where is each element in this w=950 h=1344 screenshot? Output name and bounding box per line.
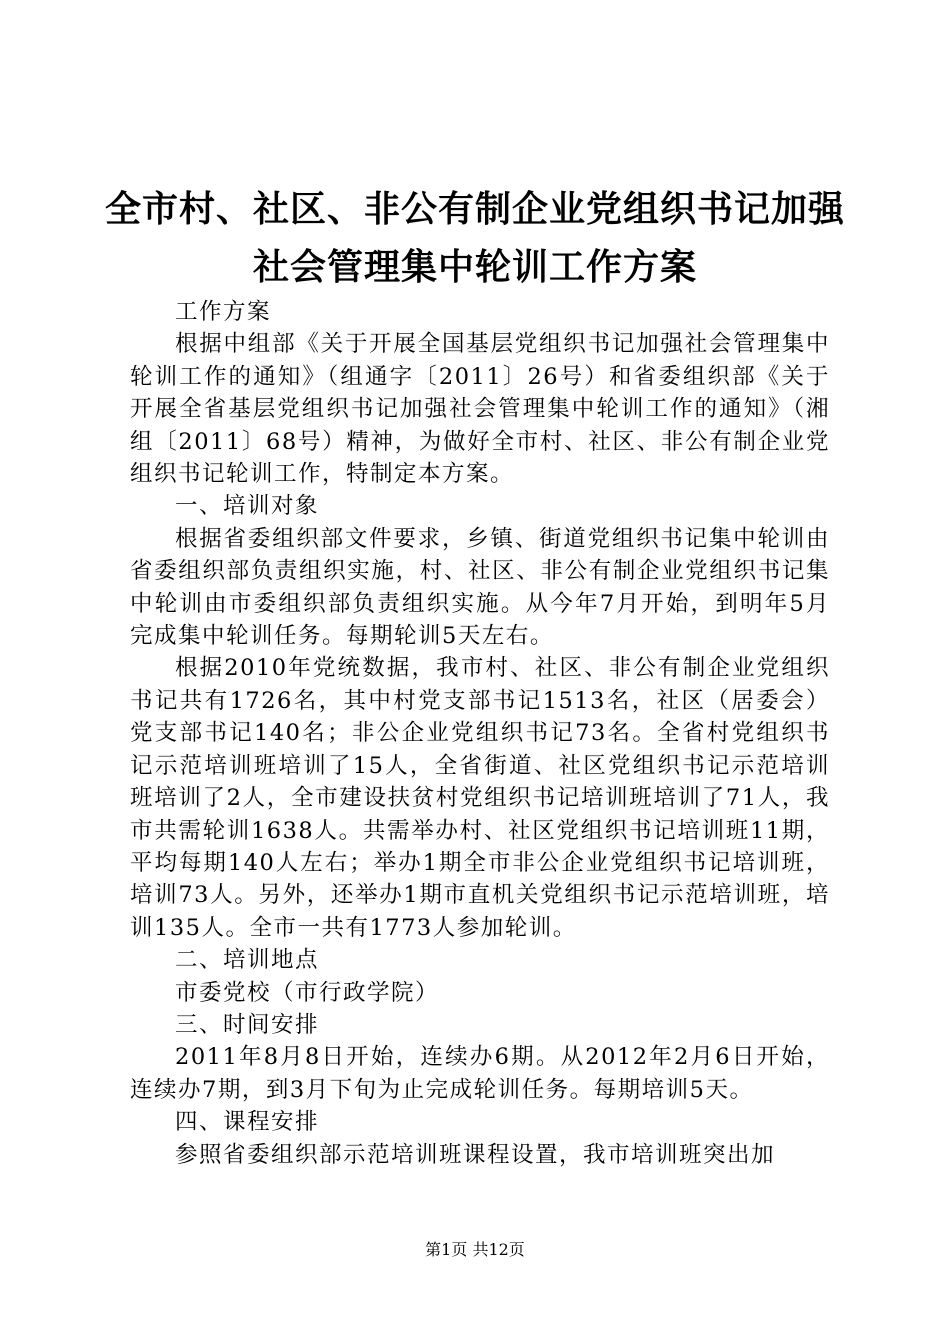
document-body bbox=[130, 296, 830, 1171]
section-heading: 四、课程安排 bbox=[175, 1109, 320, 1136]
paragraph: 市委党校（市行政学院） bbox=[175, 979, 440, 1006]
paragraph: 参照省委组织部示范培训班课程设置，我市培训班突出加 bbox=[175, 1141, 776, 1168]
paragraph: 2011年8月8日开始，连续办6期。从2012年2月6日开始，连续办7期，到3月下旬为止完成轮训任务。每期培训5天。 bbox=[130, 1044, 830, 1103]
page-number-footer: 第1页 共12页 bbox=[425, 1240, 525, 1259]
paragraph: 工作方案 bbox=[175, 299, 272, 325]
document-title-line-2: 社会管理集中轮训工作方案 bbox=[252, 247, 697, 288]
paragraph: 根据2010年党统数据，我市村、社区、非公有制企业党组织书记共有1726名，其中村党支部书记1513名，社区（居委会）党支部书记140名；非公企业党组织书记73名。全省村党组织书记示范培训班培训了15人，全省街道、社区党组织书记示范培训班培训了2人，全市建设扶贫村党组织书记培训班培训了71人，我市共需轮训1638人。共需举办村、社区党组织书记培训班11期，平均每期140人左右；举办1期全市非公企业党组织书记培训班，培训73人。另外，还举办1期市直机关党组织书记示范培训班，培训135人。全市一共有1773人参加轮训。 bbox=[130, 655, 830, 941]
paragraph: 根据中组部《关于开展全国基层党组织书记加强社会管理集中轮训工作的通知》（组通字〔2011〕26号）和省委组织部《关于开展全省基层党组织书记加强社会管理集中轮训工作的通知》（湘组〔2011〕68号）精神，为做好全市村、社区、非公有制企业党组织书记轮训工作，特制定本方案。 bbox=[130, 331, 830, 488]
section-heading: 一、培训对象 bbox=[175, 493, 320, 520]
paragraph: 根据省委组织部文件要求，乡镇、街道党组织书记集中轮训由省委组织部负责组织实施，村、社区、非公有制企业党组织书记集中轮训由市委组织部负责组织实施。从今年7月开始，到明年5月完成集中轮训任务。每期轮训5天左右。 bbox=[130, 525, 830, 650]
section-heading: 三、时间安排 bbox=[175, 1011, 320, 1038]
section-heading: 二、培训地点 bbox=[175, 947, 320, 974]
document-title-line-1: 全市村、社区、非公有制企业党组织书记加强 bbox=[104, 189, 845, 230]
